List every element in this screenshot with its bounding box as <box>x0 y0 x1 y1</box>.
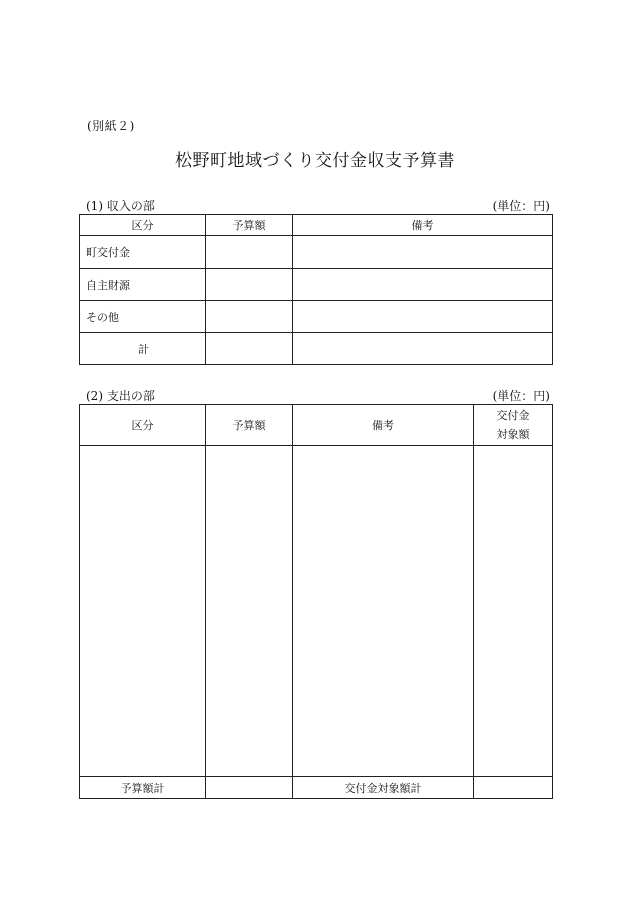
income-row-remarks[interactable] <box>293 269 553 301</box>
table-row <box>80 269 553 301</box>
income-row-remarks[interactable] <box>293 301 553 333</box>
budget-total-label: 予算額計 <box>80 777 206 799</box>
expense-body-subsidy[interactable] <box>474 446 553 777</box>
expense-body-remarks[interactable] <box>293 446 474 777</box>
expense-footer-row <box>80 777 553 799</box>
expense-body-amount[interactable] <box>206 446 293 777</box>
expense-body-row <box>80 446 553 777</box>
income-row-amount[interactable] <box>206 269 293 301</box>
expense-header-remarks: 備考 <box>293 405 474 446</box>
income-table <box>79 214 553 365</box>
subsidy-total-label: 交付金対象額計 <box>293 777 474 799</box>
income-section-heading: (1) 収入の部 <box>86 199 155 213</box>
document-title: 松野町地域づくり交付金収支予算書 <box>175 151 455 171</box>
expense-section-heading: (2) 支出の部 <box>86 389 155 403</box>
income-total-row <box>80 333 553 365</box>
expense-unit-label: (単位：円) <box>492 389 550 403</box>
income-header-category: 区分 <box>80 215 206 236</box>
expense-header-subsidy-line2: 対象額 <box>496 428 530 441</box>
income-header-amount: 予算額 <box>206 215 293 236</box>
expense-header-category: 区分 <box>80 405 206 446</box>
expense-header-subsidy <box>474 405 553 446</box>
income-header-row <box>80 215 553 236</box>
attachment-label: (別紙２) <box>87 119 135 133</box>
income-row-category: その他 <box>80 301 206 333</box>
expense-header-row <box>80 405 553 446</box>
expense-header-subsidy-line1: 交付金 <box>496 409 530 422</box>
expense-body-category[interactable] <box>80 446 206 777</box>
income-total-label: 計 <box>80 333 206 365</box>
subsidy-total-amount[interactable] <box>474 777 553 799</box>
income-header-remarks: 備考 <box>293 215 553 236</box>
table-row <box>80 236 553 269</box>
expense-header-amount: 予算額 <box>206 405 293 446</box>
income-unit-label: (単位：円) <box>492 199 550 213</box>
table-row <box>80 301 553 333</box>
income-row-amount[interactable] <box>206 301 293 333</box>
income-total-amount[interactable] <box>206 333 293 365</box>
income-row-category: 町交付金 <box>80 236 206 269</box>
income-row-remarks[interactable] <box>293 236 553 269</box>
expense-table <box>79 404 553 799</box>
income-row-category: 自主財源 <box>80 269 206 301</box>
income-row-amount[interactable] <box>206 236 293 269</box>
income-total-remarks[interactable] <box>293 333 553 365</box>
budget-total-amount[interactable] <box>206 777 293 799</box>
